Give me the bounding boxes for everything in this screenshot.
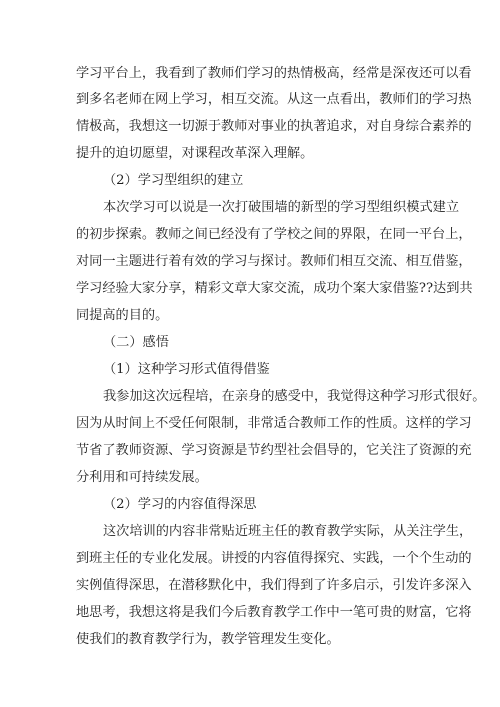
- paragraph-line: 同提高的目的。: [76, 308, 169, 323]
- paragraph-line: 到班主任的专业化发展。讲授的内容值得探究、实践，一个个生动的: [76, 551, 472, 566]
- subsection-heading: （2）学习的内容值得深思: [103, 497, 257, 512]
- paragraph-line: 到多名老师在网上学习，相互交流。从这一点看出，教师们的学习热: [76, 92, 472, 107]
- paragraph-line: 分利用和可持续发展。: [76, 470, 208, 485]
- paragraph-line: 实例值得深思，在潜移默化中，我们得到了许多启示，引发许多深入: [76, 578, 472, 593]
- paragraph-line: 使我们的教育教学行为，教学管理发生变化。: [76, 632, 340, 647]
- paragraph-line: 节省了教师资源、学习资源是节约型社会倡导的，它关注了资源的充: [76, 443, 472, 458]
- section-heading: （2）学习型组织的建立: [103, 173, 244, 188]
- paragraph-line: 我参加这次远程培，在亲身的感受中，我觉得这种学习形式很好。: [103, 389, 486, 404]
- paragraph-line: 对同一主题进行着有效的学习与探讨。教师们相互交流、相互借鉴，: [76, 254, 472, 269]
- paragraph-line: 提升的迫切愿望，对课程改革深入理解。: [76, 146, 314, 161]
- paragraph-line: 学习平台上，我看到了教师们学习的热情极高，经常是深夜还可以看: [76, 66, 472, 81]
- subsection-heading: （1）这种学习形式值得借鉴: [103, 362, 270, 377]
- paragraph-line: 这次培训的内容非常贴近班主任的教育教学实际，从关注学生，: [103, 524, 473, 539]
- paragraph-line: 学习经验大家分享，精彩文章大家交流，成功个案大家借鉴??达到共: [76, 281, 473, 296]
- paragraph-line: 地思考，我想这将是我们今后教育教学工作中一笔可贵的财富，它将: [76, 605, 472, 620]
- paragraph-line: 的初步探索。教师之间已经没有了学校之间的界限，在同一平台上，: [76, 227, 472, 242]
- section-heading: （二）感悟: [103, 335, 169, 350]
- paragraph-line: 因为从时间上不受任何限制，非常适合教师工作的性质。这样的学习: [76, 416, 472, 431]
- paragraph-line: 情极高，我想这一切源于教师对事业的执著追求，对自身综合素养的: [76, 119, 472, 134]
- paragraph-line: 本次学习可以说是一次打破围墙的新型的学习型组织模式建立: [103, 200, 460, 215]
